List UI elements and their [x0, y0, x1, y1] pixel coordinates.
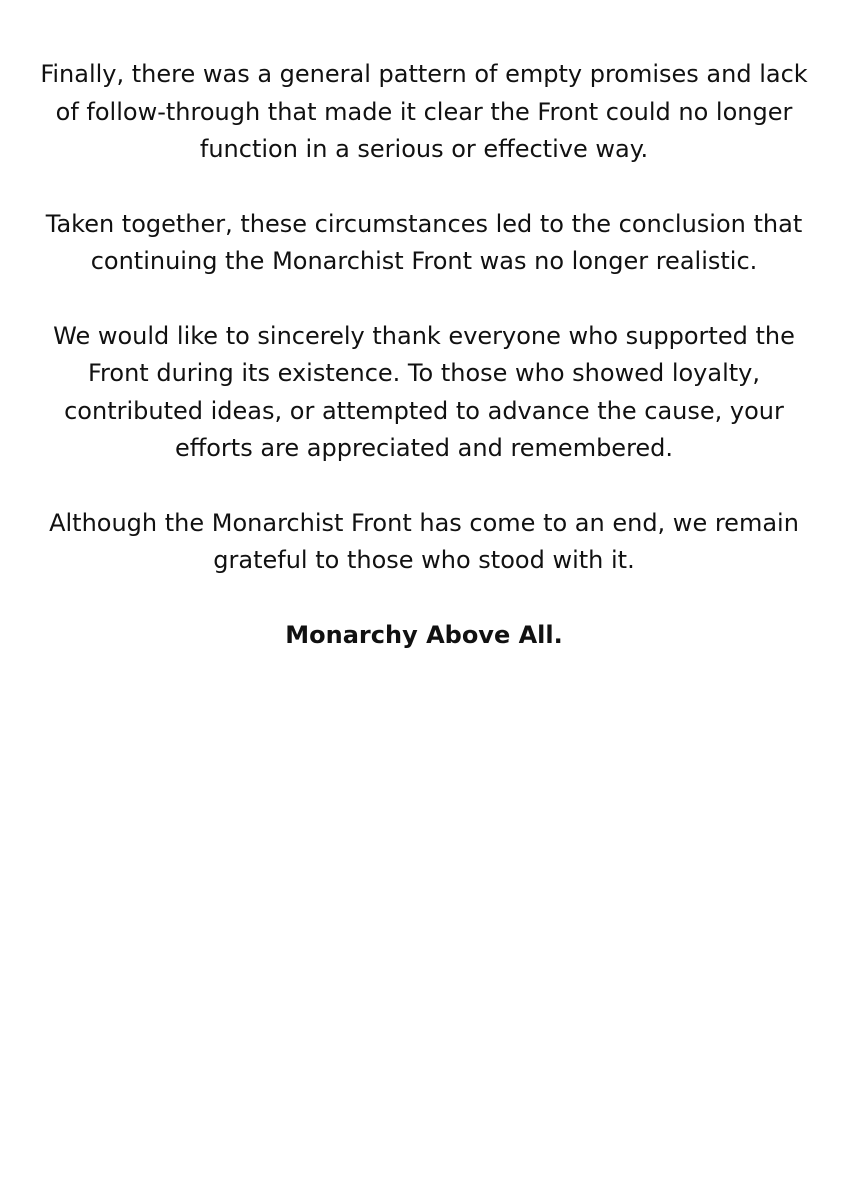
- paragraph-conclusion: Taken together, these circumstances led to the conclusion that continuing the Monarchist Front was no longer realistic.: [45, 209, 803, 275]
- document-body: [38, 56, 810, 654]
- paragraph-farewell: Although the Monarchist Front has come to an end, we remain grateful to those who stood with it.: [49, 508, 799, 574]
- closing-motto: Monarchy Above All.: [285, 620, 563, 649]
- paragraph-thanks: We would like to sincerely thank everyone who supported the Front during its existence. To those who showed loyalty, contributed ideas, or attempted to advance the cause, your efforts are appreciated and remembered.: [53, 321, 795, 462]
- paragraph-follow-through: Finally, there was a general pattern of empty promises and lack of follow-through that made it clear the Front could no longer function in a serious or effective way.: [40, 60, 808, 163]
